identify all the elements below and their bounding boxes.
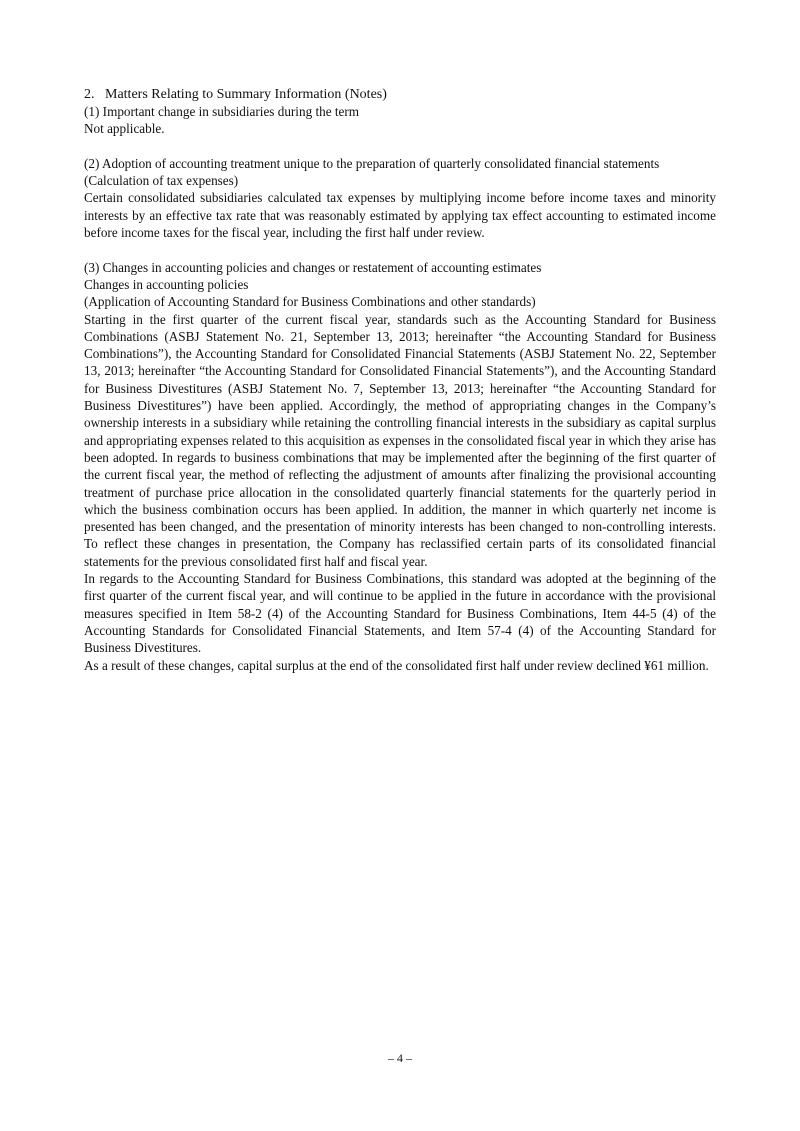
subsection-3-paragraph-2: In regards to the Accounting Standard for Business Combinations, this standard was adopted at the beginning of the first quarter of the current fiscal year, and will continue to be applied in the future in accordance with the provisional measures specified in Item 58-2 (4) of the Accounting Standard for Business Combinations, Item 44-5 (4) of the Accounting Standards for Consolidated Financial Statements, and Item 57-4 (4) of the Accounting Standard for Business Divestitures. [84,571,716,656]
subsection-3-paragraph-3: As a result of these changes, capital surplus at the end of the consolidated first half under review declined ¥61 million. [84,657,709,673]
section-title: 2. Matters Relating to Summary Information (Notes) [84,87,387,102]
spacer [84,241,716,258]
document-body [84,86,716,674]
subsection-2-heading: (2) Adoption of accounting treatment unique to the preparation of quarterly consolidated financial statements [84,155,660,171]
subsection-2-subheading: (Calculation of tax expenses) [84,173,239,189]
subsection-1-heading: (1) Important change in subsidiaries during the term [84,104,360,119]
subsection-2-body: Certain consolidated subsidiaries calculated tax expenses by multiplying income before income taxes and minority interests by an effective tax rate that was reasonably estimated by applying tax effect accounting to estimated income before income taxes for the fiscal year, including the first half under review. [84,190,716,241]
spacer [84,138,716,155]
subsection-3-subheading: Changes in accounting policies [84,276,249,292]
subsection-1-body: Not applicable. [84,121,165,137]
page-number: – 4 – [388,1051,412,1065]
subsection-3-paragraph-1: Starting in the first quarter of the current fiscal year, standards such as the Accounting Standard for Business Combinations (ASBJ Statement No. 21, September 13, 2013; hereinafter “the Accounting Standard for Business Combinations”), the Accounting Standard for Consolidated Financial Statements (ASBJ Statement No. 22, September 13, 2013; hereinafter “the Accounting Standard for Consolidated Financial Statements”), and the Accounting Standard for Business Divestitures (ASBJ Statement No. 7, September 13, 2013; hereinafter “the Accounting Standard for Business Divestitures”) have been applied. Accordingly, the method of appropriating changes in the Company’s ownership interests in a subsidiary while retaining the controlling financial interests in the subsidiary as capital surplus and appropriating expenses related to this acquisition as expenses in the consolidated fiscal year in which they arise has been adopted. In regards to business combinations that may be implemented after the beginning of the first quarter of the current fiscal year, the method of reflecting the adjustment of amounts after finalizing the provisional accounting treatment of purchase price allocation in the consolidated quarterly financial statements for the quarterly period in which the business combination occurs has been applied. In addition, the manner in which quarterly net income is presented has been changed, and the presentation of minority interests has been changed to non-controlling interests. To reflect these changes in presentation, the Company has reclassified certain parts of its consolidated financial statements for the previous consolidated first half and fiscal year. [84,311,716,569]
subsection-3-heading: (3) Changes in accounting policies and changes or restatement of accounting estimates [84,259,542,275]
subsection-3-subsubheading: (Application of Accounting Standard for Business Combinations and other standards) [84,294,536,310]
